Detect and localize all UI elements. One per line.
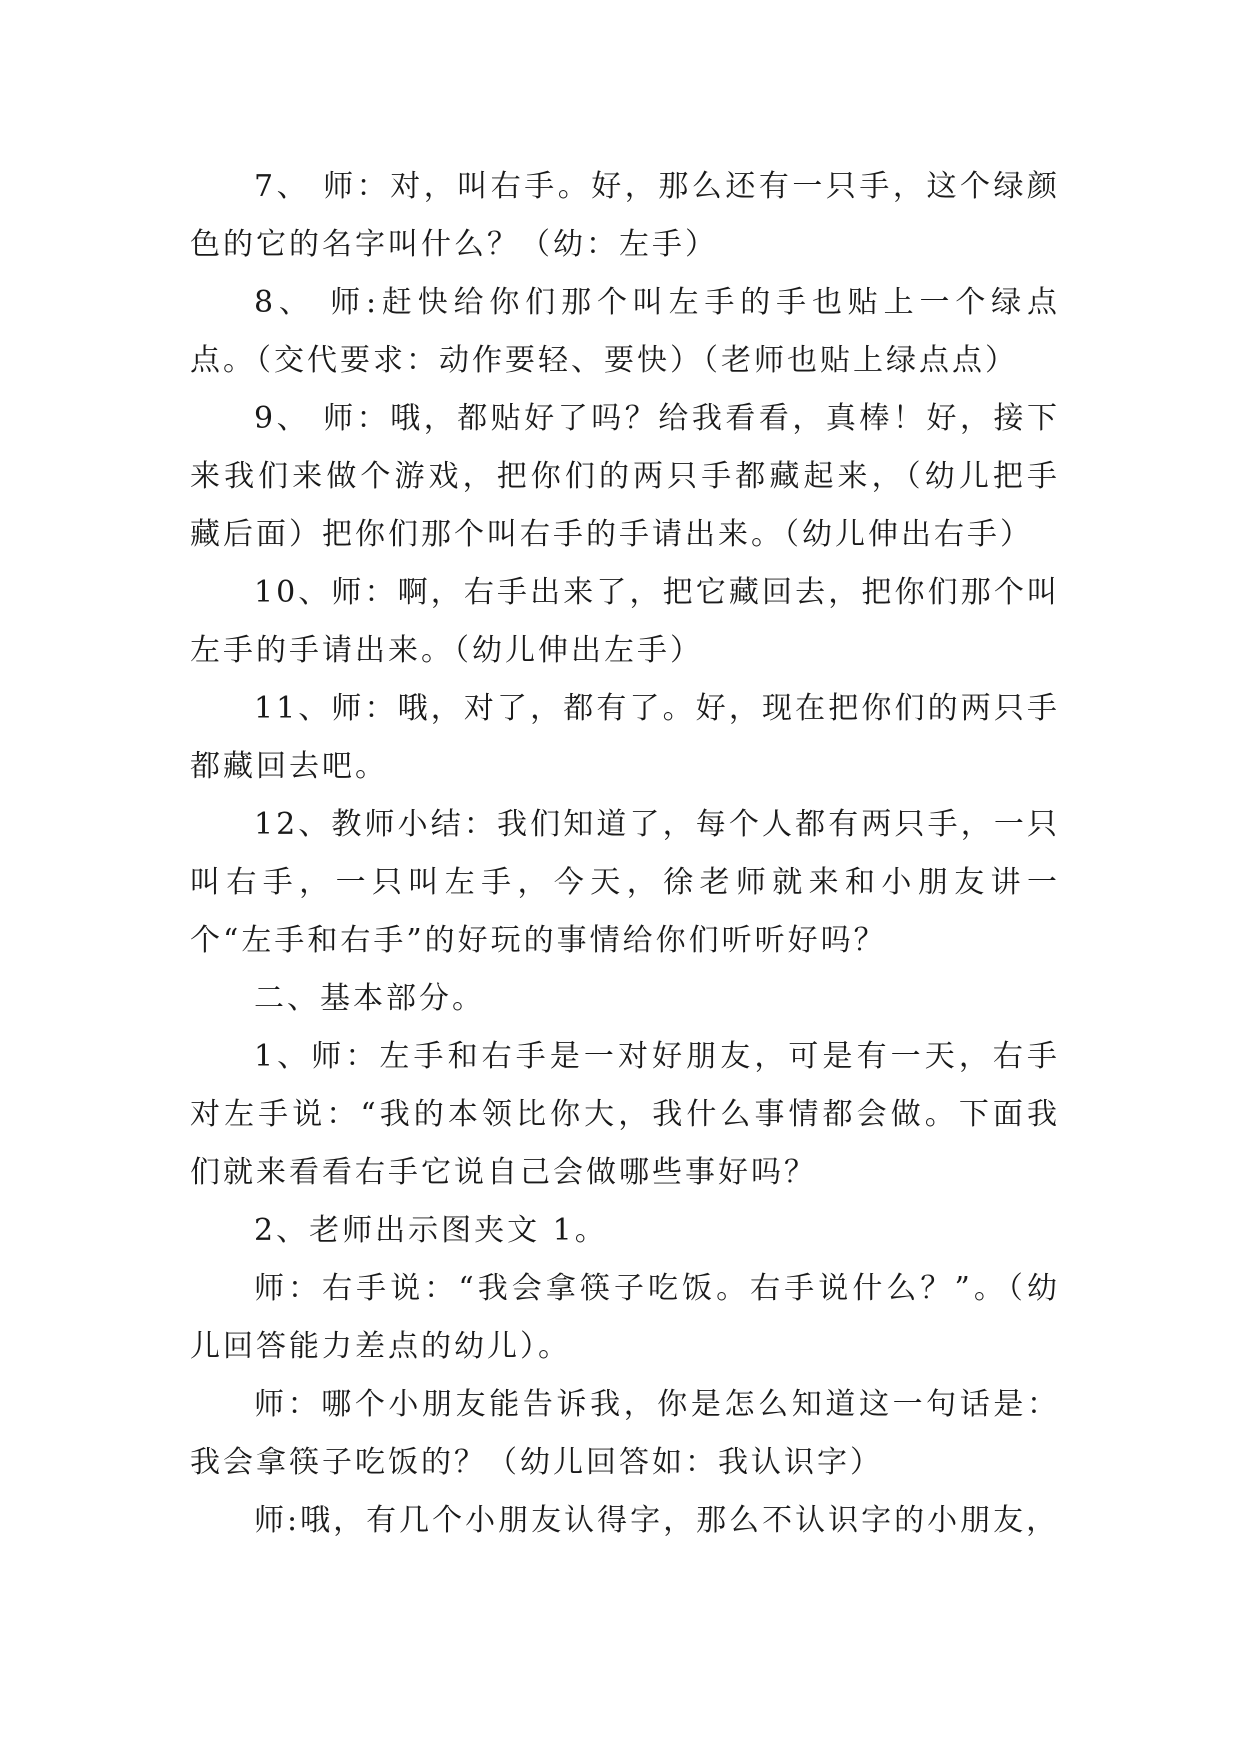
paragraph-step-8: 8、 师:赶快给你们那个叫左手的手也贴上一个绿点点。（交代要求：动作要轻、要快）（老师也贴上绿点点） [190, 285, 1060, 378]
paragraph-step-11: 11、师：哦，对了，都有了。好，现在把你们的两只手都藏回去吧。 [190, 691, 1060, 784]
paragraph-step-7: 7、 师：对，叫右手。好，那么还有一只手，这个绿颜色的它的名字叫什么？（幼：左手） [190, 169, 1060, 262]
paragraph-step-12-summary: 12、教师小结：我们知道了，每个人都有两只手，一只叫右手，一只叫左手，今天，徐老师就来和小朋友讲一个“左手和右手”的好玩的事情给你们听听好吗？ [190, 807, 1060, 958]
paragraph-step-10: 10、师：啊，右手出来了，把它藏回去，把你们那个叫左手的手请出来。（幼儿伸出左手） [190, 575, 1060, 668]
section-heading-basic: 二、基本部分。 [254, 981, 485, 1016]
paragraph-teacher-continue: 师:哦，有几个小朋友认得字，那么不认识字的小朋友， [254, 1503, 1060, 1538]
paragraph-step-9: 9、 师：哦，都贴好了吗？给我看看，真棒！好，接下来我们来做个游戏，把你们的两只手都藏起来，（幼儿把手藏后面）把你们那个叫右手的手请出来。（幼儿伸出右手） [190, 401, 1060, 552]
paragraph-basic-2: 2、老师出示图夹文 1。 [254, 1213, 608, 1248]
paragraph-teacher-question: 师：哪个小朋友能告诉我，你是怎么知道这一句话是：我会拿筷子吃饭的？（幼儿回答如：我认识字） [190, 1387, 1060, 1480]
paragraph-teacher-chopsticks: 师：右手说：“我会拿筷子吃饭。右手说什么？”。（幼儿回答能力差点的幼儿）。 [190, 1271, 1060, 1364]
document-body [190, 158, 1060, 1550]
paragraph-basic-1: 1、师：左手和右手是一对好朋友，可是有一天，右手对左手说：“我的本领比你大，我什么事情都会做。下面我们就来看看右手它说自己会做哪些事好吗？ [190, 1039, 1060, 1190]
